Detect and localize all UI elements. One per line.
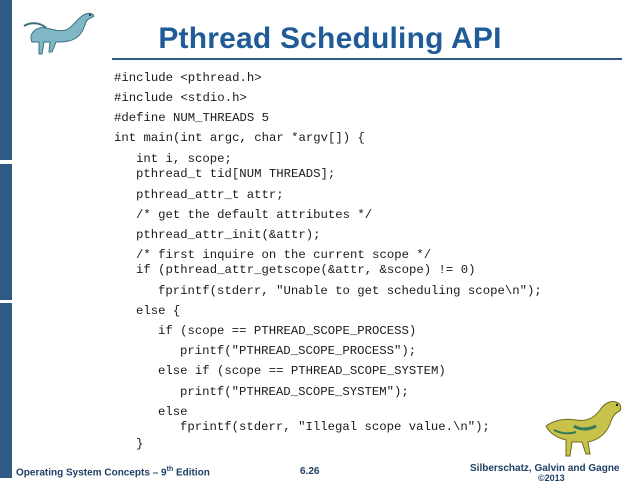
course-title-suffix: Edition: [173, 467, 210, 479]
code-line: pthread_attr_t attr;: [136, 188, 284, 202]
code-line: int i, scope;: [136, 152, 232, 166]
code-line: printf("PTHREAD_SCOPE_SYSTEM");: [180, 385, 409, 399]
code-line: if (scope == PTHREAD_SCOPE_PROCESS): [158, 324, 417, 338]
page-title: Pthread Scheduling API: [158, 22, 502, 55]
code-line: if (pthread_attr_getscope(&attr, &scope) != 0): [136, 263, 476, 277]
code-line: else: [158, 405, 188, 419]
page-number: 6.26: [300, 466, 320, 477]
code-line: pthread_t tid[NUM THREADS];: [136, 167, 336, 181]
course-title-superscript: th: [166, 466, 174, 473]
code-line: else if (scope == PTHREAD_SCOPE_SYSTEM): [158, 364, 446, 378]
code-line: #define NUM_THREADS 5: [114, 111, 269, 125]
copyright-year: ©2013: [538, 473, 565, 483]
code-line: pthread_attr_init(&attr);: [136, 228, 321, 242]
course-title-prefix: Operating System Concepts – 9: [16, 467, 167, 479]
code-line: /* first inquire on the current scope */: [136, 248, 432, 262]
course-title: [16, 466, 210, 478]
code-line: /* get the default attributes */: [136, 208, 373, 222]
code-line: printf("PTHREAD_SCOPE_PROCESS");: [180, 344, 417, 358]
authors: Silberschatz, Galvin and Gagne: [470, 463, 620, 474]
code-line: int main(int argc, char *argv[]) {: [114, 131, 365, 145]
code-line: #include <pthread.h>: [114, 71, 262, 85]
code-line: #include <stdio.h>: [114, 91, 247, 105]
code-line: fprintf(stderr, "Illegal scope value.\n");: [180, 420, 490, 434]
code-line: fprintf(stderr, "Unable to get scheduling scope\n");: [158, 284, 542, 298]
code-line: }: [136, 437, 144, 451]
code-line: else {: [136, 304, 181, 318]
dinosaur-icon: [540, 386, 634, 464]
